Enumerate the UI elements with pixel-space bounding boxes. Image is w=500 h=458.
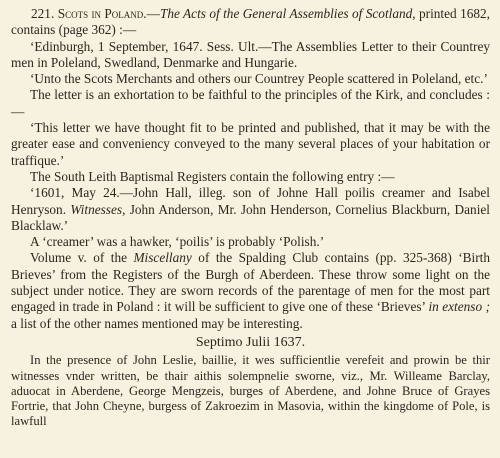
paragraph-baptism-entry [11, 185, 490, 234]
paragraph-creamer-note: A ‘creamer’ was a hawker, ‘poilis’ is probably ‘Polish.’ [30, 234, 325, 250]
spalding-text-c: a list of the other names mentioned may be interesting. [11, 315, 303, 331]
title-dash: — [146, 6, 160, 21]
miscellany-title: Miscellany [133, 250, 192, 266]
paragraph-birth-brieve: In the presence of John Leslie, baillie, it wes sufficientlie verefeit and prowin be thir witnesses vnder written, be thair aithis solempnelie sworne, viz., Mr. Willeame Barclay, aduocat in Aberdene, George Mengzeis, burges of Aberdene, and Johne Bruce of Grayes Fortrie, that John Cheyne, burgess of Zakroezim in Masovia, within the kingdome of Pole, is lawfull [11, 353, 490, 429]
entry-heading [11, 6, 490, 39]
heading-rest: , printed 1682, contains (page 362) :— [11, 6, 491, 38]
in-extenso: in extenso ; [428, 299, 490, 315]
date-line: Septimo Julii 1637. [195, 334, 306, 350]
paragraph-assembly-letter: ‘Edinburgh, 1 September, 1647. Sess. Ult.—The Assemblies Letter to their Countrey men in Poleland, Swedland, Denmarke and Hungarie. [11, 38, 490, 70]
paragraph-unto-scots: ‘Unto the Scots Merchants and others our Countrey People scattered in Poleland, etc.’ [30, 71, 488, 87]
paragraph-south-leith: The South Leith Baptismal Registers contain the following entry :— [30, 168, 395, 184]
baptism-witness-names: , John Anderson, Mr. John Henderson, Cornelius Blackburn, Daniel Blacklaw.’ [11, 201, 490, 233]
paragraph-exhortation: The letter is an exhortation to be faithful to the principles of the Kirk, and concludes :— [11, 87, 490, 119]
spalding-text-a: Volume v. of the [30, 250, 134, 266]
entry-number: 221. [31, 6, 55, 21]
baptism-entry-text: ‘1601, May 24.—John Hall, illeg. son of Johne Hall poilis creamer and Isabel Henryson. [11, 185, 490, 217]
paragraph-spalding-club [11, 250, 490, 331]
entry-title: Scots in Poland. [57, 6, 147, 21]
spalding-text-b: of the Spalding Club contains (pp. 325-368) ‘Birth Brieves’ from the Registers of the Burgh of Aberdeen. These throw some light on the subject under notice. They are sworn records of the parentage of men for the most part engaged in trade in Poland : it will be sufficient to give one of these ‘Brieves’ [11, 250, 490, 315]
paragraph-letter-quote: ‘This letter we have thought fit to be printed and published, that it may be with the greater ease and conveniency conveyed to the many several places of your habitation or traffique.’ [11, 120, 490, 168]
witnesses-label: Witnesses [70, 201, 123, 217]
book-title: The Acts of the General Assemblies of Scotland [159, 6, 413, 21]
